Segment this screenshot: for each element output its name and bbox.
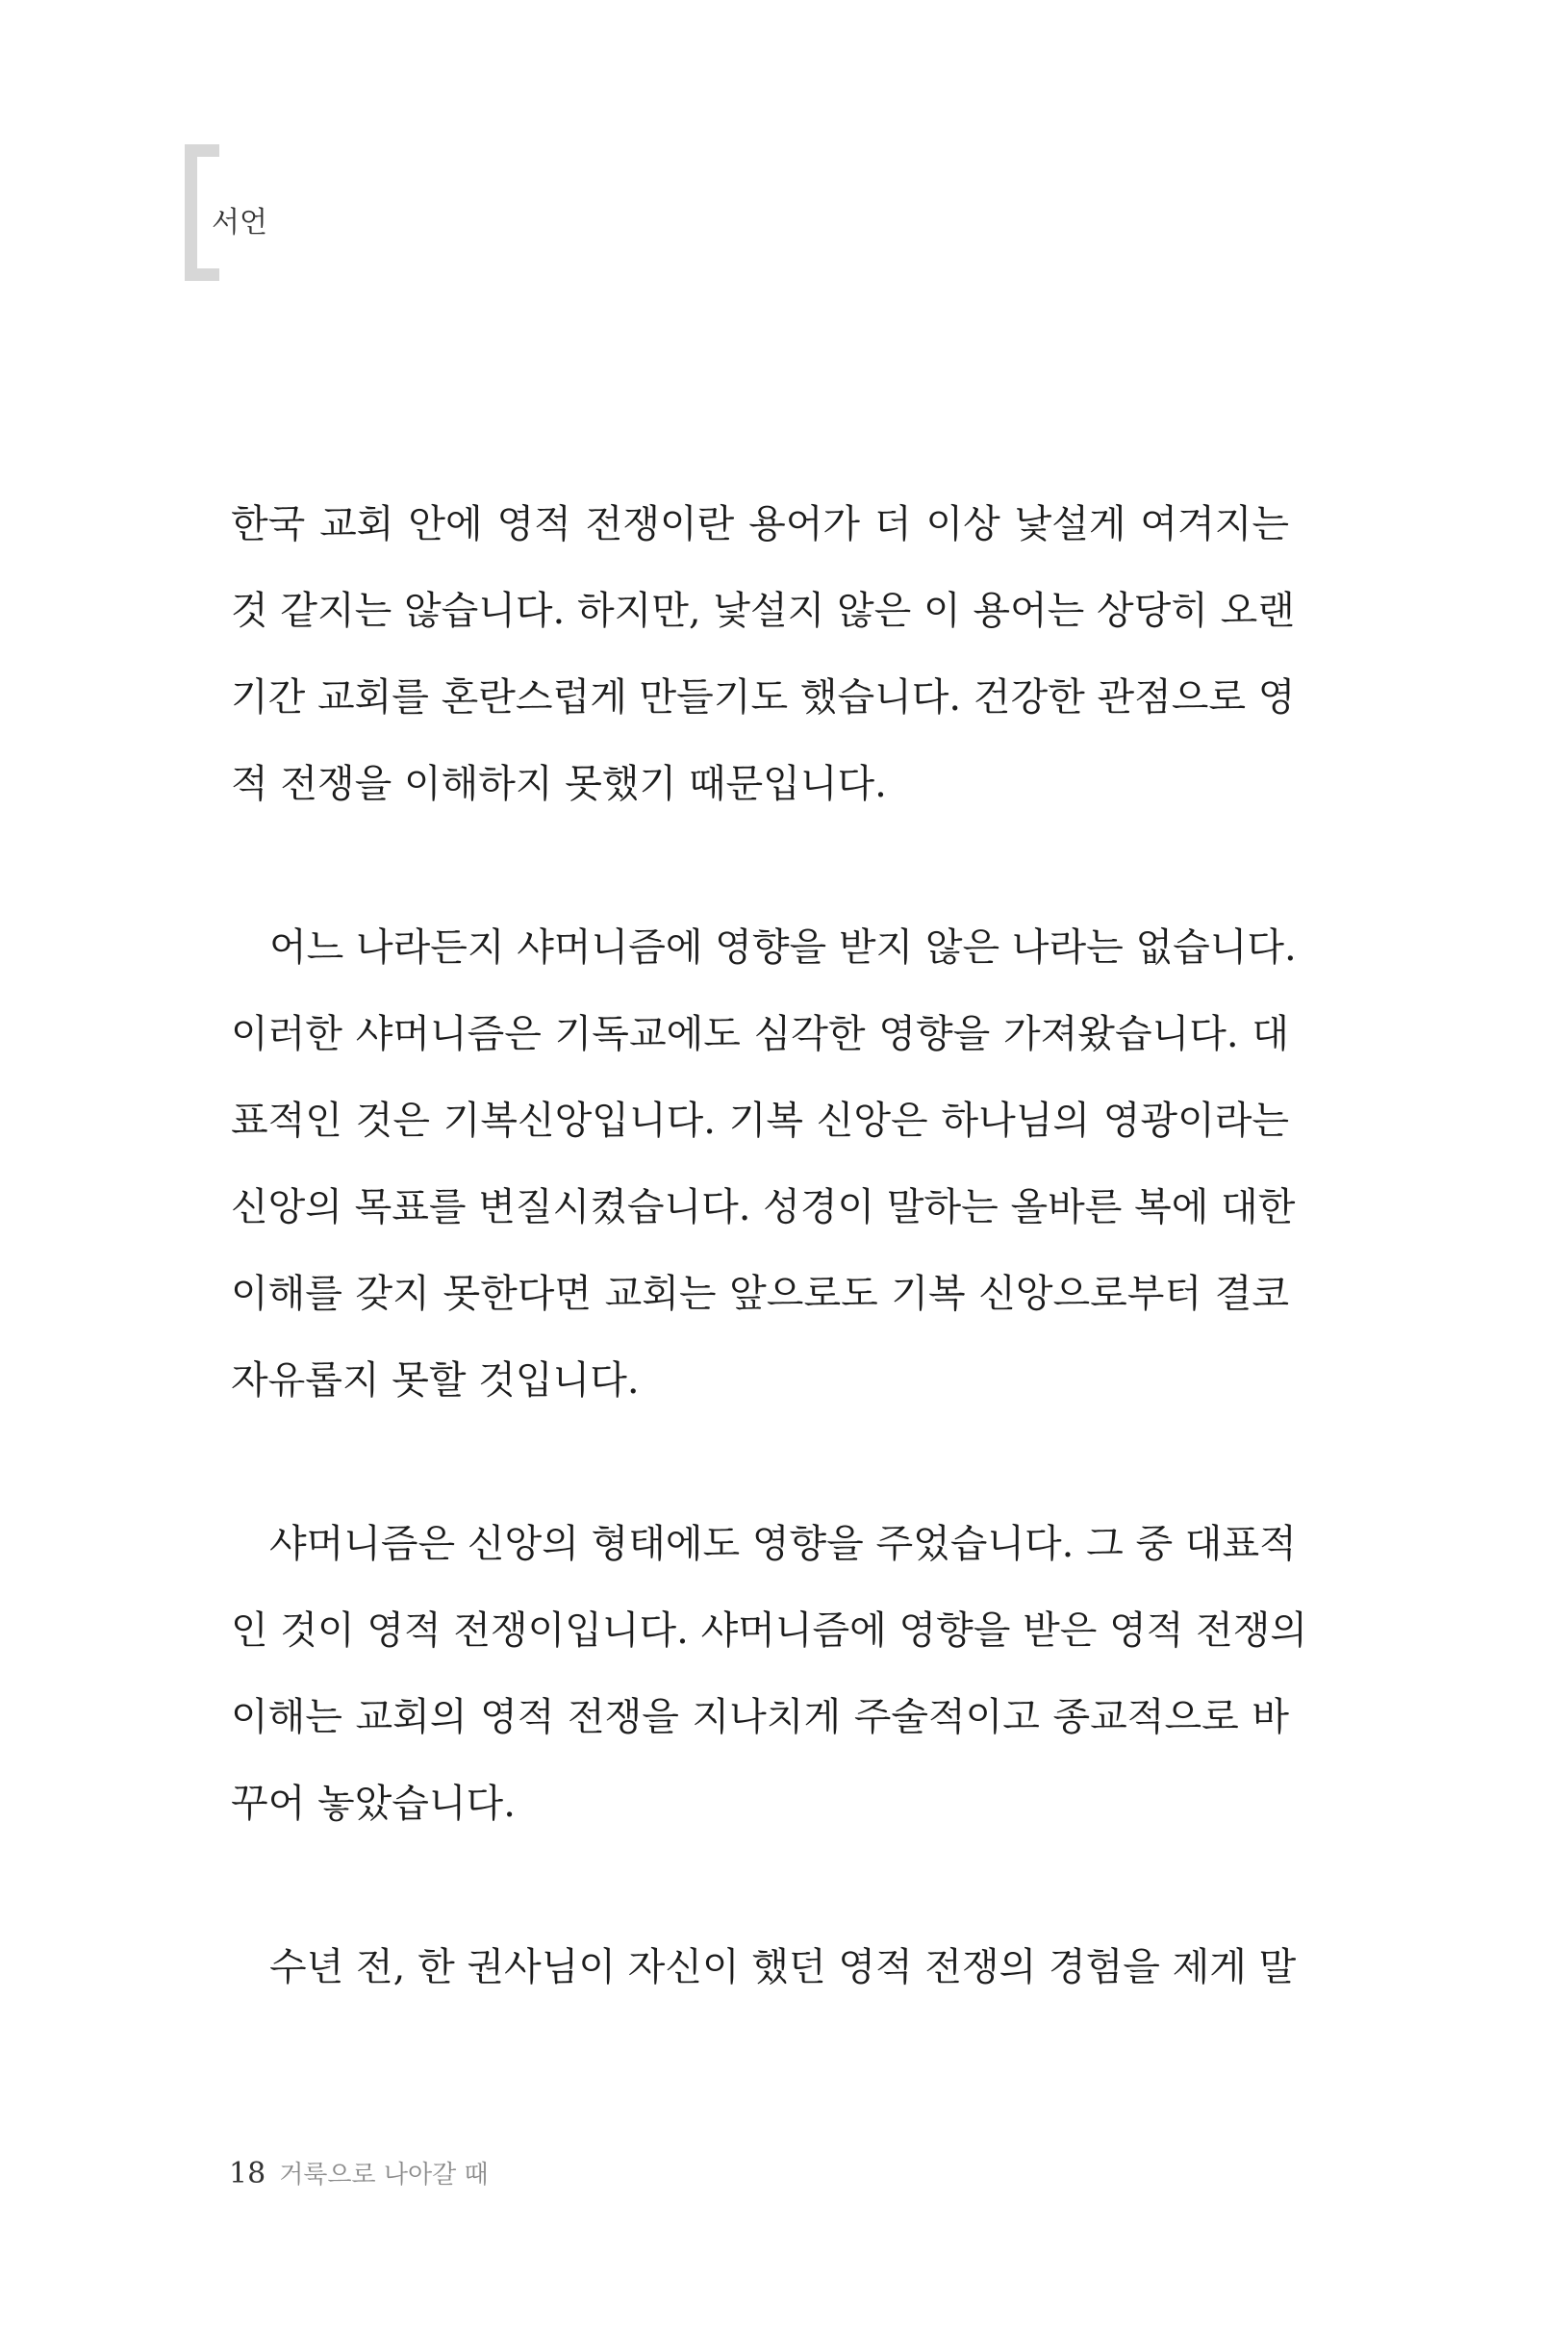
text-line: 신앙의 목표를 변질시켰습니다. 성경이 말하는 올바른 복에 대한 — [231, 1185, 1296, 1229]
page-footer — [229, 2153, 489, 2196]
text-line: 이해는 교회의 영적 전쟁을 지나치게 주술적이고 종교적으로 바 — [231, 1695, 1289, 1739]
text-line: 이해를 갖지 못한다면 교회는 앞으로도 기복 신앙으로부터 결코 — [231, 1272, 1289, 1316]
text-line: 어느 나라든지 샤머니즘에 영향을 받지 않은 나라는 없습니다. — [269, 925, 1297, 970]
text-line: 자유롭지 못할 것입니다. — [231, 1358, 640, 1403]
text-line: 샤머니즘은 신앙의 형태에도 영향을 주었습니다. 그 중 대표적 — [269, 1522, 1297, 1566]
section-label: 서언 — [212, 206, 267, 240]
text-line: 표적인 것은 기복신앙입니다. 기복 신앙은 하나님의 영광이라는 — [231, 1099, 1289, 1143]
book-title: 거룩으로 나아갈 때 — [279, 2161, 489, 2190]
text-line: 이러한 샤머니즘은 기독교에도 심각한 영향을 가져왔습니다. 대 — [231, 1012, 1289, 1056]
text-line: 인 것이 영적 전쟁이입니다. 샤머니즘에 영향을 받은 영적 전쟁의 — [231, 1608, 1308, 1653]
text-line: 것 같지는 않습니다. 하지만, 낯설지 않은 이 용어는 상당히 오랜 — [231, 589, 1295, 633]
page-number: 18 — [229, 2157, 266, 2190]
text-line: 적 전쟁을 이해하지 못했기 때문입니다. — [231, 762, 887, 806]
text-line: 한국 교회 안에 영적 전쟁이란 용어가 더 이상 낯설게 여겨지는 — [231, 502, 1289, 546]
text-line: 수년 전, 한 권사님이 자신이 했던 영적 전쟁의 경험을 제게 말 — [269, 1945, 1297, 1989]
text-line: 기간 교회를 혼란스럽게 만들기도 했습니다. 건강한 관점으로 영 — [231, 675, 1296, 720]
text-line: 꾸어 놓았습니다. — [231, 1782, 516, 1826]
